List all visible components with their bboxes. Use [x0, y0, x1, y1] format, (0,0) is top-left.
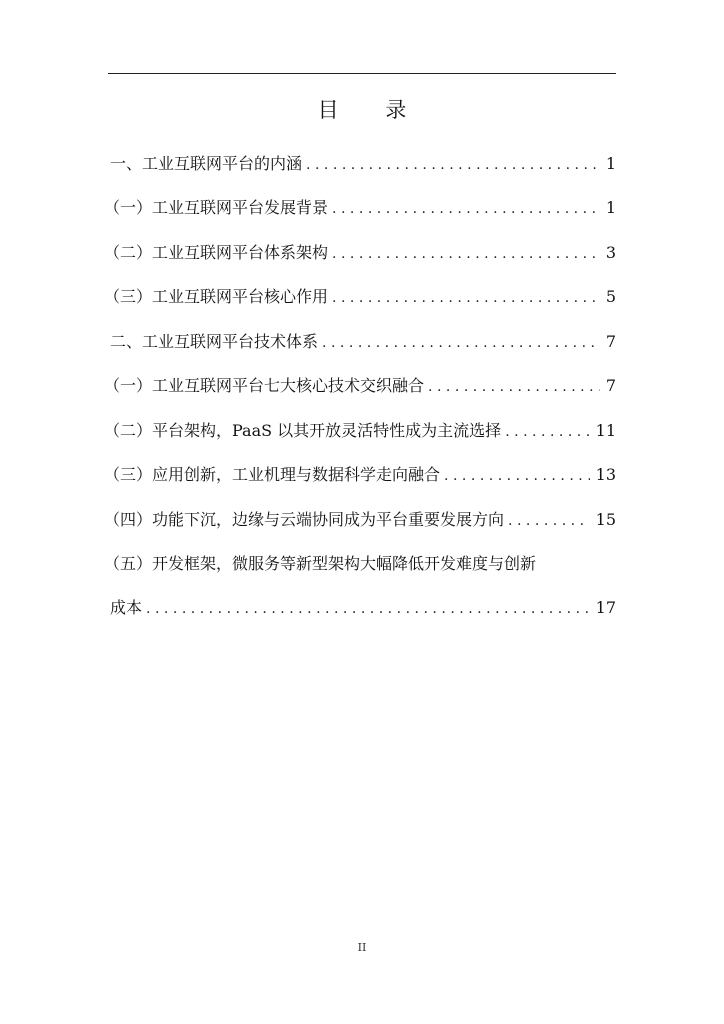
- toc-entry-page: 1: [605, 154, 616, 173]
- toc-entry-page: 13: [595, 465, 616, 484]
- toc-entry[interactable]: [104, 420, 616, 443]
- toc-entry-page: 7: [605, 332, 616, 351]
- toc-entry-page: 1: [605, 198, 616, 217]
- toc-leader-dots: [332, 287, 600, 309]
- toc-entry-text: （四）功能下沉，边缘与云端协同成为平台重要发展方向: [104, 510, 505, 529]
- toc-leader-dots: [428, 376, 600, 398]
- toc-entry-page: 15: [595, 510, 616, 529]
- toc-entry-page: 7: [605, 376, 616, 395]
- toc-entry-text: 二、工业互联网平台技术体系: [110, 332, 319, 351]
- toc-entry-page: 11: [595, 421, 616, 440]
- toc-entry-text: （三）应用创新，工业机理与数据科学走向融合: [104, 465, 441, 484]
- toc-entry-text: （一）工业互联网平台发展背景: [104, 198, 329, 217]
- toc-entry[interactable]: [104, 553, 616, 620]
- toc-entry[interactable]: [110, 331, 616, 354]
- toc-entry[interactable]: [110, 153, 616, 176]
- toc-leader-dots: [505, 421, 589, 443]
- toc-entry-text: （三）工业互联网平台核心作用: [104, 287, 329, 306]
- toc-entry-page: 3: [605, 243, 616, 262]
- toc-entry-text: （二）平台架构，PaaS 以其开放灵活特性成为主流选择: [104, 421, 502, 440]
- header-rule: [108, 73, 616, 74]
- toc-entry-text: （一）工业互联网平台七大核心技术交织融合: [104, 376, 425, 395]
- page-number: II: [357, 941, 367, 954]
- toc-entry[interactable]: [104, 197, 616, 220]
- toc-entry-page: 17: [595, 598, 616, 617]
- toc-entry[interactable]: [104, 286, 616, 309]
- toc-entry-text-line2: 成本: [110, 598, 143, 617]
- toc-entry[interactable]: [104, 509, 616, 532]
- toc-entry-text: （二）工业互联网平台体系架构: [104, 243, 329, 262]
- toc-leader-dots: [444, 465, 590, 487]
- toc-entry[interactable]: [104, 375, 616, 398]
- toc-leader-dots: [508, 510, 590, 532]
- toc-leader-dots: [146, 598, 590, 620]
- toc-leader-dots: [332, 198, 600, 220]
- toc-leader-dots: [306, 154, 600, 176]
- toc-entry-text: 一、工业互联网平台的内涵: [110, 154, 303, 173]
- toc-entry[interactable]: [104, 242, 616, 265]
- toc-leader-dots: [332, 243, 600, 265]
- toc-entry-text-line1: （五）开发框架，微服务等新型架构大幅降低开发难度与创新: [104, 554, 537, 573]
- toc-entry[interactable]: [104, 464, 616, 487]
- toc-title: 目 录: [317, 98, 427, 122]
- toc-leader-dots: [322, 332, 600, 354]
- toc-entry-page: 5: [605, 287, 616, 306]
